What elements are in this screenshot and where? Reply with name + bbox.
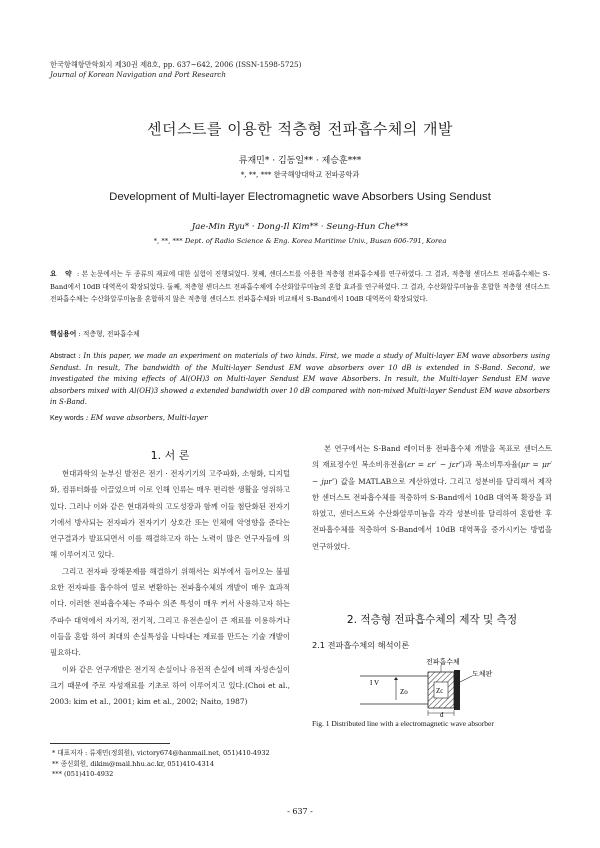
intro-right-column	[312, 441, 552, 555]
affiliation-english: *, **, *** Dept. of Radio Science & Eng. Korea Maritime Univ., Busan 606-791, Korea	[153, 237, 447, 245]
permeability-formula: μr = μr′ − jμr″	[312, 460, 552, 486]
page-number: - 637 -	[287, 807, 313, 816]
journal-name: Journal of Korean Navigation and Port Research	[50, 70, 226, 79]
journal-citation: 한국항해항만학회지 제30권 제8호, pp. 637~642, 2006 (ISSN-1598-5725)	[50, 60, 302, 69]
keywords-english-label: Key words	[50, 413, 84, 422]
abstract-korean-label: 요 약	[50, 270, 75, 278]
paragraph: 이와 같은 연구개발은 전기적 손실이나 유전적 손실에 비해 자성손실이 크기 때문에 주로 자성재료를 기초로 하여 이루어지고 있다.(Choi et al., 2003: kim et al., 2001; kim et al., 2002; Naito, 1987)	[50, 664, 290, 707]
footnotes	[52, 748, 270, 780]
section2-heading: 2. 적층형 전파흡수체의 제작 및 측정	[346, 614, 518, 626]
footnote: *** (051)410-4932	[52, 770, 114, 778]
keywords-korean	[50, 328, 140, 338]
footnote: * 대표저자 : 류재민(정회원), victory674@hanmail.net, 051)410-4932	[52, 749, 270, 757]
keywords-korean-label: 핵심용어	[50, 330, 77, 338]
subsection-heading: 2.1 전파흡수체의 해석이론	[312, 640, 410, 650]
journal-header	[50, 60, 301, 80]
section1-body	[50, 466, 290, 710]
keywords-english	[50, 413, 208, 422]
section1-heading: 1. 서 론	[150, 449, 190, 462]
paragraph-part: 본 연구에서는 S-Band 레이더용 전파흡수체 개발을 목표로 센더스트의 재료정수인 복소비유전율(	[312, 444, 552, 470]
permittivity-formula: εr = εr′ − jεr″	[407, 460, 462, 470]
abstract-english-label: Abstract	[50, 353, 76, 360]
absorber-label: 전파흡수체	[426, 658, 460, 666]
paragraph	[312, 441, 552, 555]
paragraph: 현대과학의 눈부신 발전은 전기 · 전자기기의 고주파화, 소형화, 디지털화, 컴퓨터화를 이끌었으며 이로 인해 인류는 매우 편리한 생활을 영위하고 있다. 그러나 이와 같은 현대과학의 고도성장과 함께 이들 첨단화된 전자기기에서 방사되는 전자파가 전자기기 상호간 또는 인체에 악영향을 준다는 연구결과가 발표되면서 이를 해결하고자 하는 노력이 많은 연구자들에 의해 이루어지고 있다.	[50, 469, 290, 560]
footnote-divider	[50, 743, 170, 744]
footnote: ** 종신회원, dikim@mail.hhu.ac.kr, 051)410-4314	[52, 759, 215, 768]
thickness-label: d	[440, 711, 444, 718]
keywords-korean-text: : 적층형, 전파흡수체	[78, 330, 140, 338]
abstract-english	[50, 351, 550, 409]
abstract-english-text: : In this paper, we made an experiment on materials of two kinds. First, we made a study of Multi-layer EM wave absorbers using Sendust. In result, The bandwidth of the Multi-layer Sendust EM wave absorbers over 10 dB is extended in S-Band. Second, we investigated the mixing effects of Al(OH)3 on Multi-layer Sendust EM wave Absorbers. In result, the Multi-layer Sendust EM wave absorbers mixed with Al(OH)3 showed a extended bandwidth over 10 dB compared with non-mixed Multi-layer Sendust EM wave absorbers in S-Band.	[50, 352, 550, 406]
title-english: Development of Multi-layer Electromagnetic wave Absorbers Using Sendust	[109, 191, 491, 203]
abstract-korean-text: : 본 논문에서는 두 종류의 재료에 대한 실험이 진행되었다. 첫째, 센더스트를 이용한 적층형 전파흡수체를 연구하였다. 그 결과, 적층형 센더스트 전파흡수체는 S-Band에서 10dB 대역폭이 확장되었다. 둘째, 적층형 센더스트 전파흡수체에 수산화알루미늄의 혼합 효과를 연구하였다. 그 결과, 수산화알루미늄을 혼합한 적층형 센더스트 전파흡수체는 수산화알루미늄을 혼합하지 않은 적층형 센더스트 전파흡수체와 비교해서 S-Band에서 10dB 대역폭이 확장되었다.	[50, 270, 551, 304]
paragraph-part: )과 복소비투자율(	[461, 460, 521, 470]
zo-label: Zo	[400, 688, 408, 696]
arrow-head	[394, 677, 398, 680]
zc-label: Zc	[436, 687, 444, 695]
iv-label: I V	[370, 679, 380, 687]
conductor-pointer	[460, 676, 472, 682]
authors-english: Jae-Min Ryu* · Dong-Il Kim** · Seung-Hun Che***	[191, 222, 409, 232]
paragraph-part: ) 값을 MATLAB으로 계산하였다. 그리고 성분비를 달리해서 제작한 센더스트 전파흡수체를 적층하여 S-Band에서 10dB 대역폭 확장을 꾀하였고, 센더스트와 수산화알루미늄을 각각 성분비를 달리하여 혼합한 후 전파흡수체를 적층하여 S-Band에서 10dB 대역폭을 증가시키는 방법을 연구하였다.	[312, 476, 552, 551]
conductor-label: 도체판	[472, 670, 493, 678]
abstract-korean	[50, 268, 550, 306]
conductor-plate	[454, 670, 460, 710]
authors-korean: 류재민* · 김동일** · 제승훈***	[238, 156, 362, 166]
figure1-diagram	[360, 656, 520, 718]
figure1-caption: Fig. 1 Distributed line with a electromagnetic wave absorber	[312, 719, 494, 728]
title-korean: 센더스트를 이용한 적층형 전파흡수체의 개발	[147, 120, 453, 138]
paragraph: 그리고 전자파 장해문제를 해결하기 위해서는 외부에서 들어오는 불필요한 전자파를 흡수하여 열로 변환하는 전파흡수체의 개발이 매우 효과적이다. 이러한 전파흡수체는 주파수 의존 특성이 매우 커서 사용하고자 하는 주파수 대역에서 자기적, 전기적, 그리고 유전손실이 큰 재료를 이용하거나 이들을 혼합 하여 최대의 손실특성을 나타내는 재료를 만드는 기술 개발이 필요하다.	[50, 566, 290, 658]
keywords-english-text: : EM wave absorbers, Multi-layer	[85, 413, 208, 422]
affiliation-korean: *, **, *** 한국해양대학교 전파공학과	[240, 170, 360, 179]
